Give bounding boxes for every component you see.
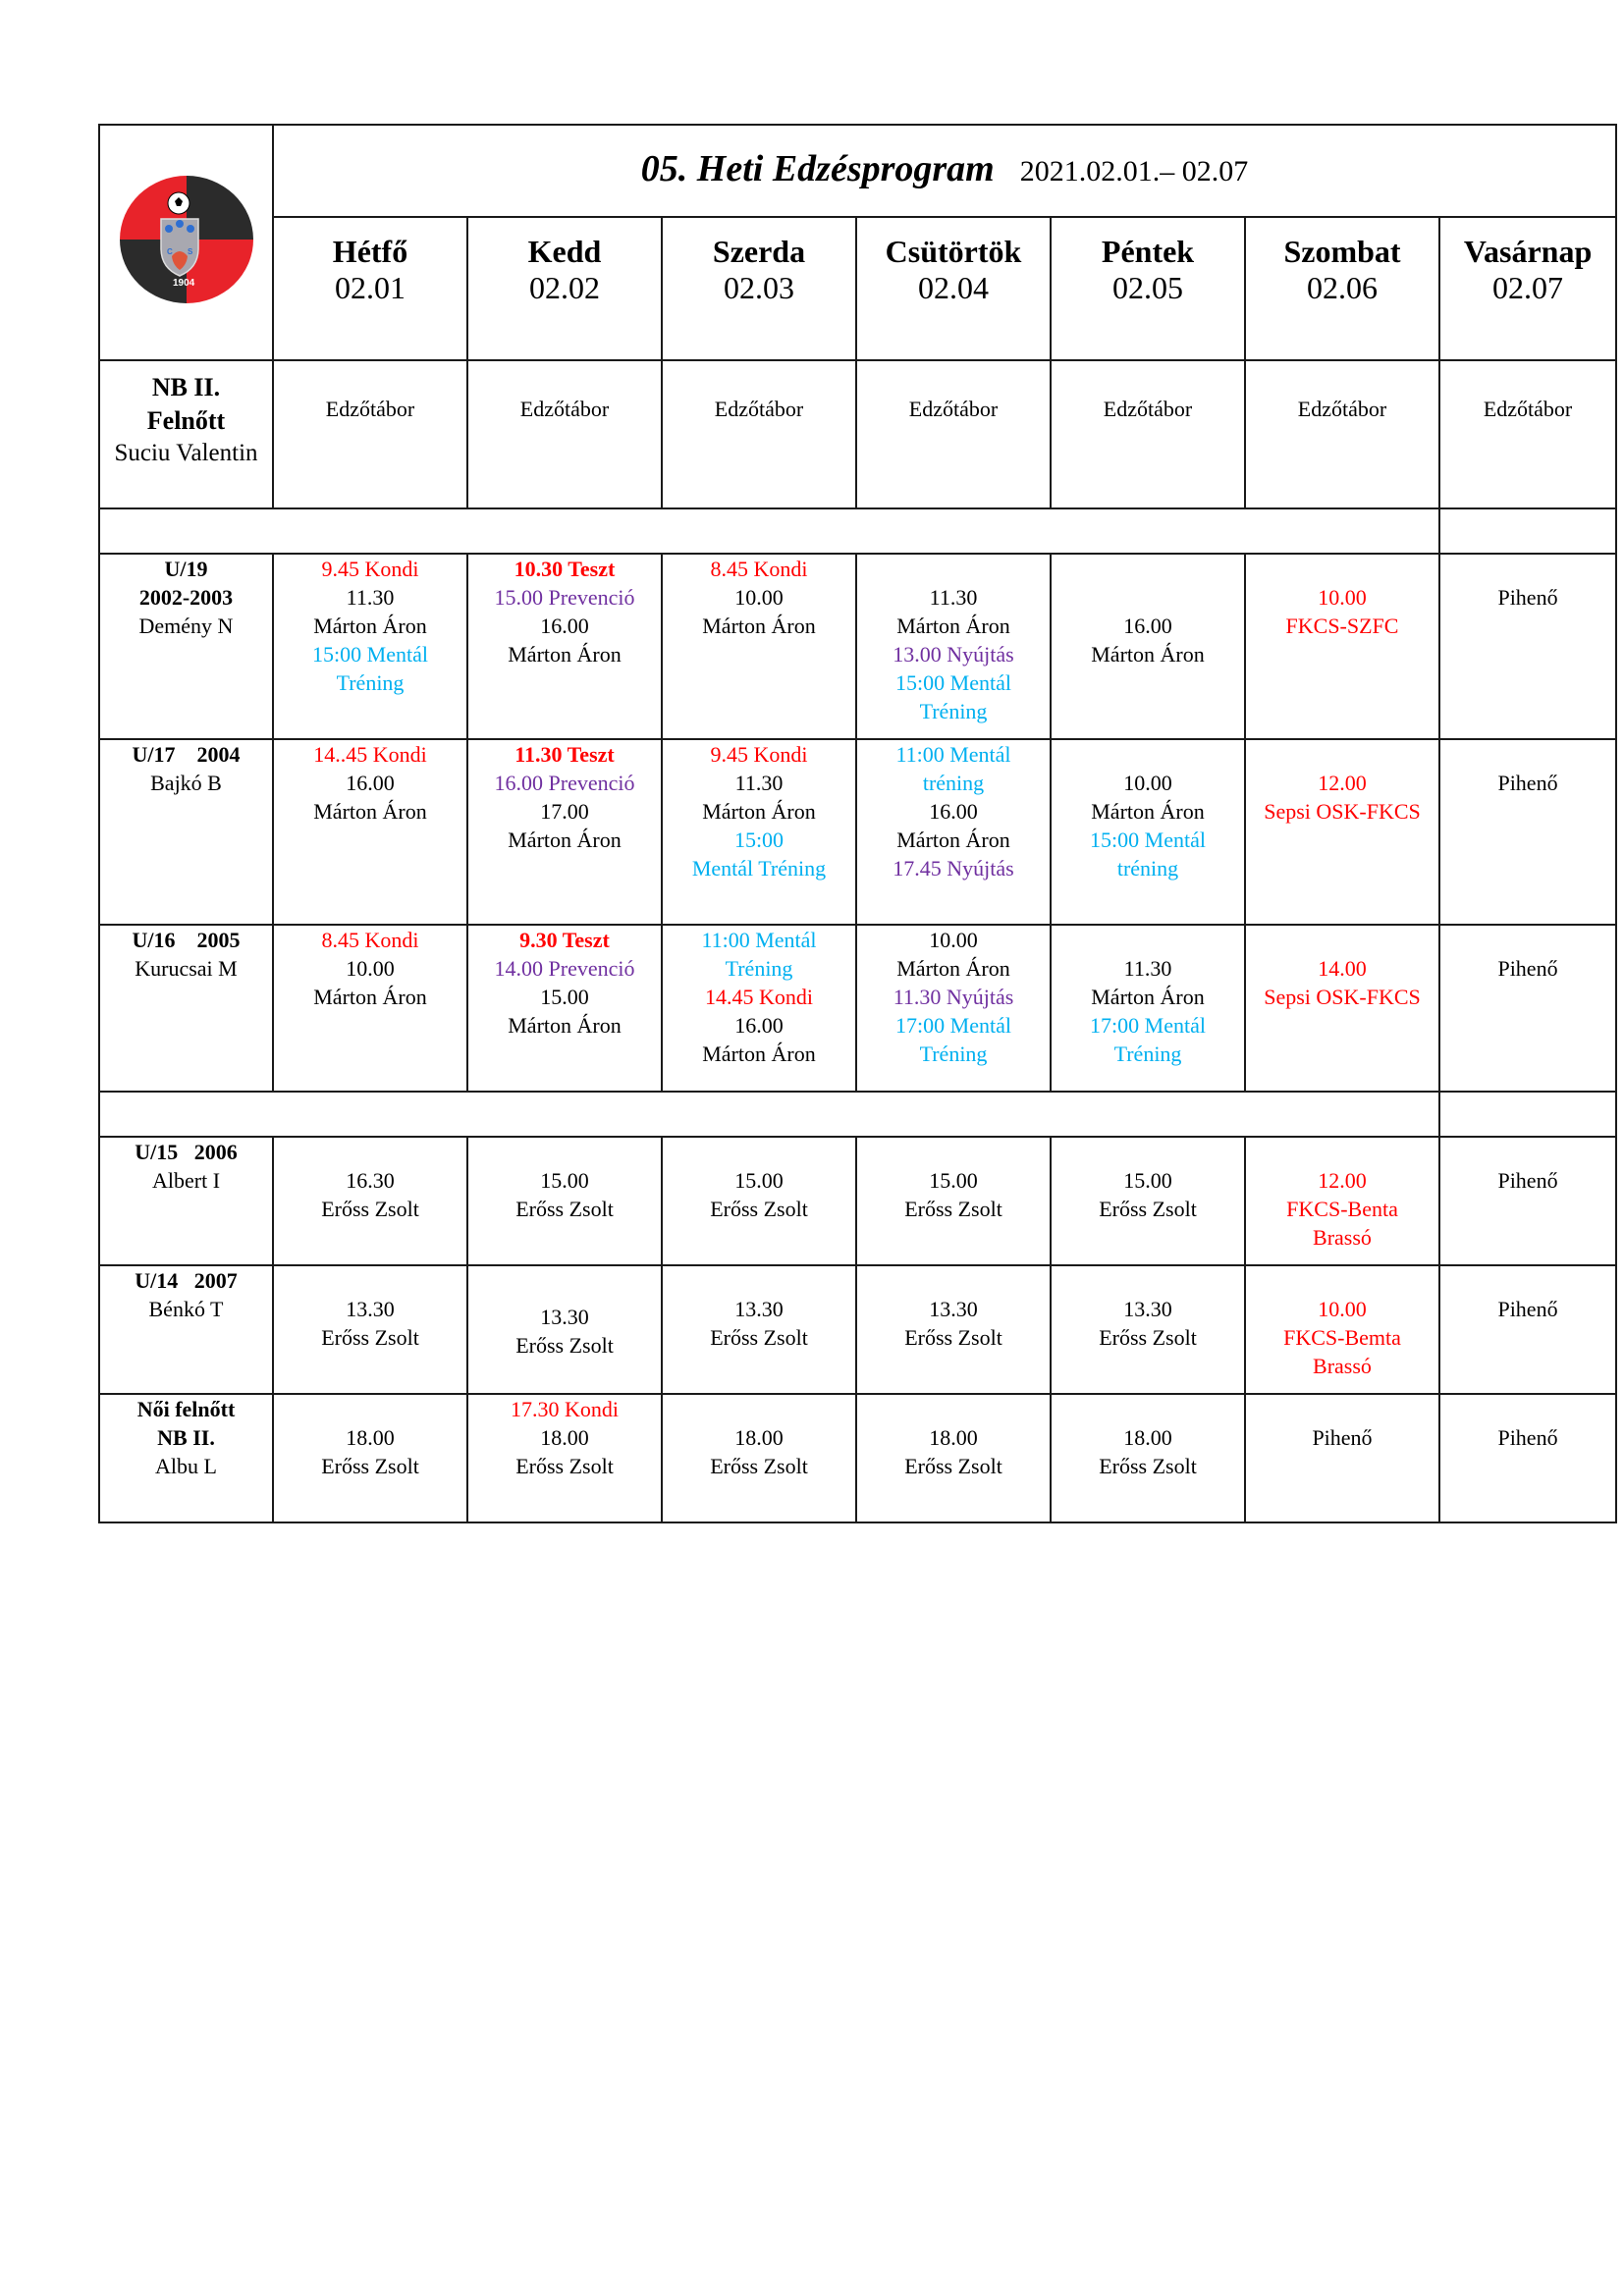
team-label-cell [99, 554, 273, 739]
mental-session: 17:00 Mentál [895, 1013, 1011, 1038]
prevention-session: 15.00 Prevenció [494, 585, 635, 610]
mental-session: tréning [1116, 856, 1179, 881]
schedule-cell [1051, 1394, 1245, 1522]
title-cell [273, 125, 1616, 217]
schedule-cell [273, 739, 467, 925]
training-venue: Erőss Zsolt [904, 1325, 1002, 1350]
schedule-cell [467, 739, 662, 925]
training-venue: Márton Áron [702, 614, 816, 638]
team-league: NB II. [157, 1425, 215, 1450]
training-venue: Erőss Zsolt [904, 1197, 1002, 1221]
training-time: 10.00 [734, 585, 784, 610]
training-venue: Márton Áron [313, 985, 427, 1009]
schedule-cell [1245, 554, 1439, 739]
day-header-thursday [856, 217, 1051, 360]
kondi-session: 9.45 Kondi [710, 742, 808, 767]
day-header-monday [273, 217, 467, 360]
training-time: 15.00 [540, 1168, 589, 1193]
training-time: 13.30 [346, 1297, 395, 1321]
training-venue: Márton Áron [896, 828, 1010, 852]
team-name: U/17 2004 [132, 742, 241, 767]
training-time: 11.30 [929, 585, 978, 610]
training-time: 15.00 [1123, 1168, 1172, 1193]
rest-day: Pihenő [1497, 1297, 1558, 1321]
match-name: FKCS-Bemta [1283, 1325, 1401, 1350]
schedule-cell [856, 1265, 1051, 1394]
training-venue: Erőss Zsolt [710, 1197, 808, 1221]
training-venue: Márton Áron [508, 642, 622, 667]
test-session: 9.30 Teszt [519, 928, 610, 952]
test-session: 10.30 Teszt [514, 557, 616, 581]
day-name: Szerda [712, 234, 806, 269]
training-time: 16.30 [346, 1168, 395, 1193]
mental-session: 15:00 Mentál [1090, 828, 1206, 852]
day-date: 02.05 [1112, 270, 1183, 305]
schedule-cell [1245, 925, 1439, 1092]
day-name: Csütörtök [885, 234, 1022, 269]
training-time: 18.00 [734, 1425, 784, 1450]
spacer-cell [99, 508, 1439, 554]
training-time: 13.30 [540, 1305, 589, 1329]
team-name: U/14 2007 [135, 1268, 238, 1293]
team-name: U/15 2006 [135, 1140, 238, 1164]
stretching-session: 17.45 Nyújtás [893, 856, 1014, 881]
team-label-cell [99, 925, 273, 1092]
day-name: Vasárnap [1463, 234, 1593, 269]
schedule-cell [662, 554, 856, 739]
team-years: 2002-2003 [138, 585, 234, 610]
schedule-cell [1245, 360, 1439, 508]
training-time: 11.30 [1123, 956, 1172, 981]
training-venue: Márton Áron [896, 956, 1010, 981]
mental-session: 17:00 Mentál [1090, 1013, 1206, 1038]
training-time: 16.00 [540, 614, 589, 638]
schedule-cell [467, 1394, 662, 1522]
training-venue: Erőss Zsolt [321, 1197, 419, 1221]
match-time: 10.00 [1318, 1297, 1367, 1321]
match-name: Sepsi OSK-FKCS [1264, 985, 1421, 1009]
training-venue: Erőss Zsolt [904, 1454, 1002, 1478]
training-time: 18.00 [540, 1425, 589, 1450]
mental-session: 11:00 Mentál [701, 928, 817, 952]
schedule-cell [273, 1137, 467, 1265]
training-venue: Márton Áron [1091, 642, 1205, 667]
rest-day: Pihenő [1497, 1425, 1558, 1450]
training-time: 10.00 [929, 928, 978, 952]
day-header-wednesday [662, 217, 856, 360]
kondi-session: 9.45 Kondi [321, 557, 419, 581]
coach-name: Albu L [155, 1454, 217, 1478]
kondi-session: 17.30 Kondi [511, 1397, 619, 1421]
day-date: 02.04 [918, 270, 989, 305]
day-header-row [99, 217, 1616, 360]
schedule-cell [1051, 1265, 1245, 1394]
training-time: 13.30 [929, 1297, 978, 1321]
schedule-cell [856, 554, 1051, 739]
match-location: Brassó [1313, 1354, 1372, 1378]
mental-session: 15:00 Mentál [895, 670, 1011, 695]
match-location: Brassó [1313, 1225, 1372, 1250]
club-logo-cell [99, 125, 273, 360]
schedule-cell [1051, 360, 1245, 508]
training-time: 13.30 [734, 1297, 784, 1321]
mental-session: 15:00 [733, 828, 785, 852]
match-time: 10.00 [1318, 585, 1367, 610]
schedule-cell [1051, 739, 1245, 925]
team-row-u19 [99, 554, 1616, 739]
team-row-nb2-felnott [99, 360, 1616, 508]
prevention-session: 14.00 Prevenció [494, 956, 635, 981]
training-venue: Márton Áron [896, 614, 1010, 638]
schedule-cell [273, 1394, 467, 1522]
training-time: 18.00 [929, 1425, 978, 1450]
match-time: 12.00 [1318, 771, 1367, 795]
mental-session: Tréning [919, 699, 988, 723]
team-name: U/19 [164, 557, 208, 581]
rest-day: Pihenő [1497, 585, 1558, 610]
team-label-cell [99, 1137, 273, 1265]
schedule-cell [467, 1137, 662, 1265]
day-date: 02.01 [335, 270, 406, 305]
training-time: 16.00 [929, 799, 978, 824]
schedule-cell [662, 1265, 856, 1394]
coach-name: Bajkó B [150, 771, 222, 795]
schedule-cell [1439, 1265, 1616, 1394]
match-name: FKCS-Benta [1286, 1197, 1398, 1221]
training-venue: Márton Áron [702, 799, 816, 824]
day-name: Hétfő [332, 234, 408, 269]
training-venue: Erőss Zsolt [321, 1454, 419, 1478]
schedule-cell [1439, 925, 1616, 1092]
schedule-cell [1439, 1137, 1616, 1265]
mental-session: tréning [922, 771, 985, 795]
schedule-cell [856, 360, 1051, 508]
schedule-cell [1439, 360, 1616, 508]
training-venue: Erőss Zsolt [515, 1333, 614, 1358]
coach-name: Kurucsai M [135, 956, 238, 981]
training-venue: Erőss Zsolt [1099, 1454, 1197, 1478]
schedule-cell [856, 925, 1051, 1092]
team-category: Felnőtt [146, 406, 226, 435]
schedule-cell [273, 360, 467, 508]
svg-text:1904: 1904 [172, 277, 194, 289]
team-row-u17 [99, 739, 1616, 925]
spacer-row [99, 508, 1616, 554]
schedule-cell [273, 1265, 467, 1394]
test-session: 11.30 Teszt [514, 742, 615, 767]
training-time: 11.30 [346, 585, 395, 610]
team-label-cell [99, 360, 273, 508]
spacer-cell-sunday [1439, 508, 1616, 554]
mental-session: Mentál Tréning [691, 856, 827, 881]
match-time: 14.00 [1318, 956, 1367, 981]
training-venue: Erőss Zsolt [710, 1454, 808, 1478]
training-time: 15.00 [929, 1168, 978, 1193]
club-logo-icon [118, 174, 255, 305]
schedule-cell [662, 739, 856, 925]
day-name: Péntek [1101, 234, 1195, 269]
team-name: NB II. [151, 373, 221, 401]
coach-name: Albert I [151, 1168, 221, 1193]
training-time: 16.00 [1123, 614, 1172, 638]
activity: Edzőtábor [714, 397, 804, 421]
stretching-session: 13.00 Nyújtás [893, 642, 1014, 667]
team-row-noi-felnott [99, 1394, 1616, 1522]
kondi-session: 14..45 Kondi [313, 742, 427, 767]
schedule-cell [1245, 1265, 1439, 1394]
team-label-cell [99, 739, 273, 925]
training-venue: Erőss Zsolt [515, 1197, 614, 1221]
schedule-page [98, 124, 1596, 1523]
mental-session: Tréning [725, 956, 793, 981]
schedule-cell [467, 554, 662, 739]
training-time: 16.00 [734, 1013, 784, 1038]
coach-name: Suciu Valentin [114, 440, 258, 466]
coach-name: Bénkó T [148, 1297, 224, 1321]
activity: Edzőtábor [1297, 397, 1387, 421]
rest-day: Pihenő [1497, 771, 1558, 795]
training-venue: Erőss Zsolt [515, 1454, 614, 1478]
training-venue: Erőss Zsolt [321, 1325, 419, 1350]
day-name: Szombat [1283, 234, 1401, 269]
prevention-session: 16.00 Prevenció [494, 771, 635, 795]
schedule-cell [856, 1137, 1051, 1265]
schedule-cell [273, 925, 467, 1092]
activity: Edzőtábor [1483, 397, 1573, 421]
kondi-session: 8.45 Kondi [321, 928, 419, 952]
training-venue: Erőss Zsolt [1099, 1325, 1197, 1350]
schedule-cell [662, 1137, 856, 1265]
kondi-session: 8.45 Kondi [710, 557, 808, 581]
stretching-session: 11.30 Nyújtás [893, 985, 1014, 1009]
schedule-cell [1051, 925, 1245, 1092]
day-date: 02.07 [1492, 270, 1564, 305]
training-venue: Márton Áron [508, 828, 622, 852]
schedule-cell [1245, 1137, 1439, 1265]
activity: Edzőtábor [1103, 397, 1193, 421]
schedule-cell [467, 1265, 662, 1394]
schedule-cell [662, 360, 856, 508]
activity: Edzőtábor [519, 397, 610, 421]
team-label-cell [99, 1265, 273, 1394]
mental-session: 11:00 Mentál [895, 742, 1011, 767]
schedule-cell [1439, 1394, 1616, 1522]
match-name: Sepsi OSK-FKCS [1264, 799, 1421, 824]
training-time: 10.00 [1123, 771, 1172, 795]
training-venue: Erőss Zsolt [710, 1325, 808, 1350]
svg-text:C: C [166, 246, 173, 256]
training-venue: Márton Áron [1091, 799, 1205, 824]
schedule-cell [662, 1394, 856, 1522]
training-time: 16.00 [346, 771, 395, 795]
team-row-u15 [99, 1137, 1616, 1265]
kondi-session: 14.45 Kondi [705, 985, 813, 1009]
training-time: 11.30 [734, 771, 784, 795]
training-time: 13.30 [1123, 1297, 1172, 1321]
mental-session: Tréning [1113, 1041, 1182, 1066]
team-name: U/16 2005 [132, 928, 241, 952]
team-row-u14 [99, 1265, 1616, 1394]
team-name: Női felnőtt [136, 1397, 236, 1421]
day-name: Kedd [527, 234, 602, 269]
training-time: 17.00 [540, 799, 589, 824]
schedule-cell [1439, 554, 1616, 739]
training-time: 18.00 [1123, 1425, 1172, 1450]
activity: Edzőtábor [325, 397, 415, 421]
training-venue: Erőss Zsolt [1099, 1197, 1197, 1221]
day-date: 02.03 [724, 270, 794, 305]
schedule-cell [467, 360, 662, 508]
spacer-row [99, 1092, 1616, 1137]
match-name: FKCS-SZFC [1285, 614, 1399, 638]
match-time: 12.00 [1318, 1168, 1367, 1193]
schedule-cell [467, 925, 662, 1092]
day-header-friday [1051, 217, 1245, 360]
coach-name: Demény N [138, 614, 234, 638]
day-date: 02.02 [529, 270, 600, 305]
training-venue: Márton Áron [1091, 985, 1205, 1009]
team-label-cell [99, 1394, 273, 1522]
rest-day: Pihenő [1497, 1168, 1558, 1193]
schedule-cell [856, 1394, 1051, 1522]
spacer-cell [99, 1092, 1439, 1137]
training-time: 15.00 [540, 985, 589, 1009]
training-time: 18.00 [346, 1425, 395, 1450]
day-header-saturday [1245, 217, 1439, 360]
training-venue: Márton Áron [313, 614, 427, 638]
training-venue: Márton Áron [313, 799, 427, 824]
day-date: 02.06 [1307, 270, 1378, 305]
schedule-cell [1439, 739, 1616, 925]
rest-day: Pihenő [1497, 956, 1558, 981]
day-header-sunday [1439, 217, 1616, 360]
mental-session: Tréning [919, 1041, 988, 1066]
page-title: 05. Heti Edzésprogram [640, 147, 995, 189]
svg-text:S: S [187, 246, 192, 256]
training-time: 15.00 [734, 1168, 784, 1193]
mental-session: 15:00 Mentál [312, 642, 428, 667]
schedule-cell [1245, 1394, 1439, 1522]
training-venue: Márton Áron [508, 1013, 622, 1038]
training-venue: Márton Áron [702, 1041, 816, 1066]
schedule-cell [1245, 739, 1439, 925]
day-header-tuesday [467, 217, 662, 360]
spacer-cell-sunday [1439, 1092, 1616, 1137]
schedule-cell [1051, 554, 1245, 739]
activity: Edzőtábor [908, 397, 999, 421]
mental-session: Tréning [336, 670, 405, 695]
schedule-cell [273, 554, 467, 739]
schedule-cell [856, 739, 1051, 925]
weekly-training-schedule-table [98, 124, 1617, 1523]
rest-day: Pihenő [1312, 1425, 1373, 1450]
schedule-cell [1051, 1137, 1245, 1265]
title-row [99, 125, 1616, 217]
schedule-cell [662, 925, 856, 1092]
team-row-u16 [99, 925, 1616, 1092]
date-range: 2021.02.01.– 02.07 [1019, 154, 1249, 187]
training-time: 10.00 [346, 956, 395, 981]
